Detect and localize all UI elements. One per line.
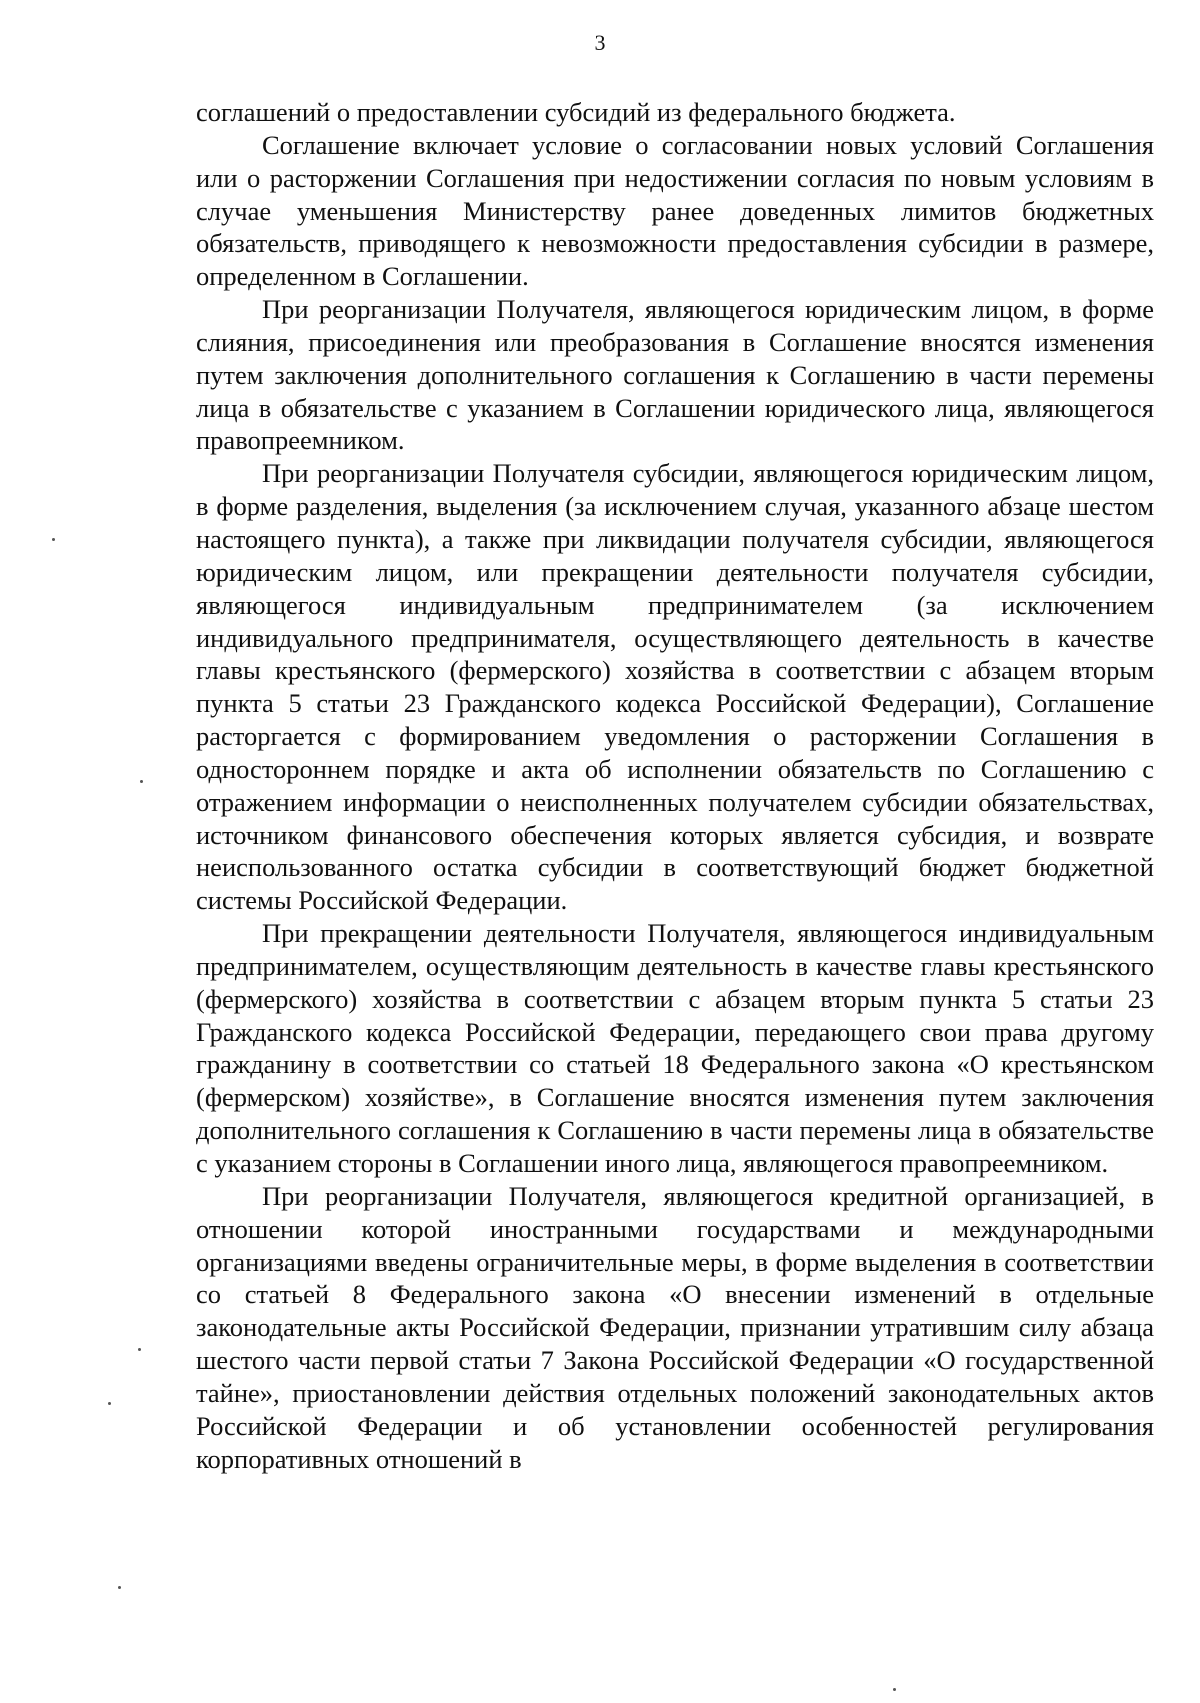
paragraph-agreement-conditions: Соглашение включает условие о согласовании новых условий Соглашения или о расторжении Соглашения при недостижении согласия по новым условиям в случае уменьшения Министерству ранее доведенных лимитов бюджетных обязательств, приводящего к невозможности предоставления субсидии в размере, определенном в Соглашении. [196, 129, 1154, 292]
scan-speck [52, 538, 55, 541]
scan-speck [118, 1586, 121, 1589]
scan-speck [893, 1688, 896, 1691]
scan-speck [140, 780, 143, 783]
paragraph-reorganization-division: При реорганизации Получателя субсидии, являющегося юридическим лицом, в форме разделения, выделения (за исключением случая, указанного абзаце шестом настоящего пункта), а также при ликвидации получателя субсидии, являющегося юридическим лицом, или прекращении деятельности получателя субсидии, являющегося индивидуальным предпринимателем (за исключением индивидуального предпринимателя, осуществляющего деятельность в качестве главы крестьянского (фермерского) хозяйства в соответствии с абзацем вторым пункта 5 статьи 23 Гражданского кодекса Российской Федерации), Соглашение расторгается с формированием уведомления о расторжении Соглашения в одностороннем порядке и акта об исполнении обязательств по Соглашению с отражением информации о неисполненных получателем субсидии обязательствах, источником финансового обеспечения которых является субсидия, и возврате неиспользованного остатка субсидии в соответствующий бюджет бюджетной системы Российской Федерации. [196, 458, 1154, 916]
paragraph-reorganization-merger: При реорганизации Получателя, являющегося юридическим лицом, в форме слияния, присоединения или преобразования в Соглашение вносятся изменения путем заключения дополнительного соглашения к Соглашению в части перемены лица в обязательстве с указанием в Соглашении юридического лица, являющегося правопреемником. [196, 294, 1154, 456]
paragraph-continuation: соглашений о предоставлении субсидий из федерального бюджета. [196, 97, 956, 127]
paragraph-farm-termination: При прекращении деятельности Получателя, являющегося индивидуальным предпринимателем, осуществляющим деятельность в качестве главы крестьянского (фермерского) хозяйства в соответствии с абзацем вторым пункта 5 статьи 23 Гражданского кодекса Российской Федерации, передающего свои права другому гражданину в соответствии со статьей 18 Федерального закона «О крестьянском (фермерском) хозяйстве», в Соглашение вносятся изменения путем заключения дополнительного соглашения к Соглашению в части перемены лица в обязательстве с указанием стороны в Соглашении иного лица, являющегося правопреемником. [196, 918, 1154, 1178]
scan-speck [108, 1402, 111, 1405]
page-number: 3 [594, 30, 606, 55]
paragraph-credit-organization: При реорганизации Получателя, являющегося кредитной организацией, в отношении которой иностранными государствами и международными организациями введены ограничительные меры, в форме выделения в соответствии со статьей 8 Федерального закона «О внесении изменений в отдельные законодательные акты Российской Федерации, признании утратившим силу абзаца шестого части первой статьи 7 Закона Российской Федерации «О государственной тайне», приостановлении действия отдельных положений законодательных актов Российской Федерации и об установлении особенностей регулирования корпоративных отношений в [196, 1180, 1154, 1474]
scan-speck [138, 1348, 141, 1351]
document-body [196, 96, 1154, 1475]
